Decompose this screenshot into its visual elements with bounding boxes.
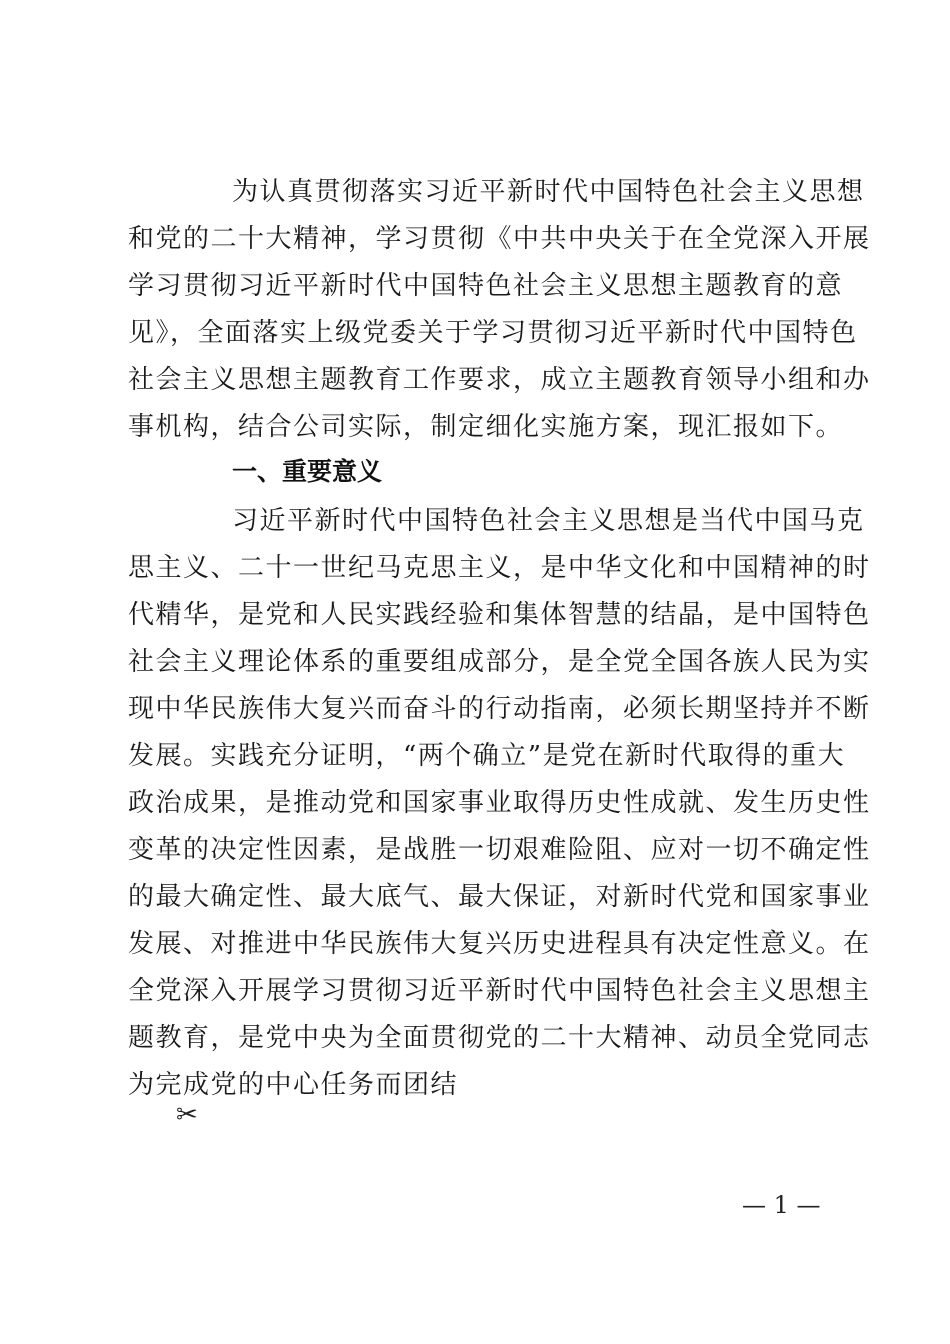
paragraph-1-line-5: 社会主义思想主题教育工作要求，成立主题教育领导小组和办 [128, 365, 871, 395]
section-1-line-6: 发展。实践充分证明，“两个确立”是党在新时代取得的重大 [128, 741, 846, 771]
paragraph-1-line-6: 事机构，结合公司实际，制定细化实施方案，现汇报如下。 [128, 412, 844, 442]
section-1-line-9: 的最大确定性、最大底气、最大保证，对新时代党和国家事业 [128, 882, 871, 912]
scissors-icon: ✂ [176, 1100, 198, 1130]
page-number: — 1 — [742, 1191, 821, 1219]
section-1-line-2: 思主义、二十一世纪马克思主义，是中华文化和中国精神的时 [128, 553, 871, 583]
section-1-line-12: 题教育，是党中央为全面贯彻党的二十大精神、动员全党同志 [128, 1023, 871, 1053]
section-1-line-5: 现中华民族伟大复兴而奋斗的行动指南，必须长期坚持并不断 [128, 694, 871, 724]
section-1-line-10: 发展、对推进中华民族伟大复兴历史进程具有决定性意义。在 [128, 929, 871, 959]
paragraph-1-line-3: 学习贯彻习近平新时代中国特色社会主义思想主题教育的意 [128, 271, 844, 301]
section-1-line-1: 习近平新时代中国特色社会主义思想是当代中国马克 [232, 506, 865, 536]
paragraph-1-line-1: 为认真贯彻落实习近平新时代中国特色社会主义思想 [232, 177, 865, 207]
section-1-line-4: 社会主义理论体系的重要组成部分，是全党全国各族人民为实 [128, 647, 871, 677]
section-heading: 一、重要意义 [232, 457, 383, 486]
paragraph-1-line-4: 见》，全面落实上级党委关于学习贯彻习近平新时代中国特色 [128, 318, 858, 348]
section-1-line-8: 变革的决定性因素，是战胜一切艰难险阻、应对一切不确定性 [128, 835, 871, 865]
section-1-line-11: 全党深入开展学习贯彻习近平新时代中国特色社会主义思想主 [128, 976, 871, 1006]
paragraph-1-line-2: 和党的二十大精神，学习贯彻《中共中央关于在全党深入开展 [128, 224, 871, 254]
section-1-line-13: 为完成党的中心任务而团结 [128, 1070, 459, 1100]
section-1-line-3: 代精华，是党和人民实践经验和集体智慧的结晶，是中国特色 [128, 600, 871, 630]
section-1-line-7: 政治成果，是推动党和国家事业取得历史性成就、发生历史性 [128, 788, 871, 818]
